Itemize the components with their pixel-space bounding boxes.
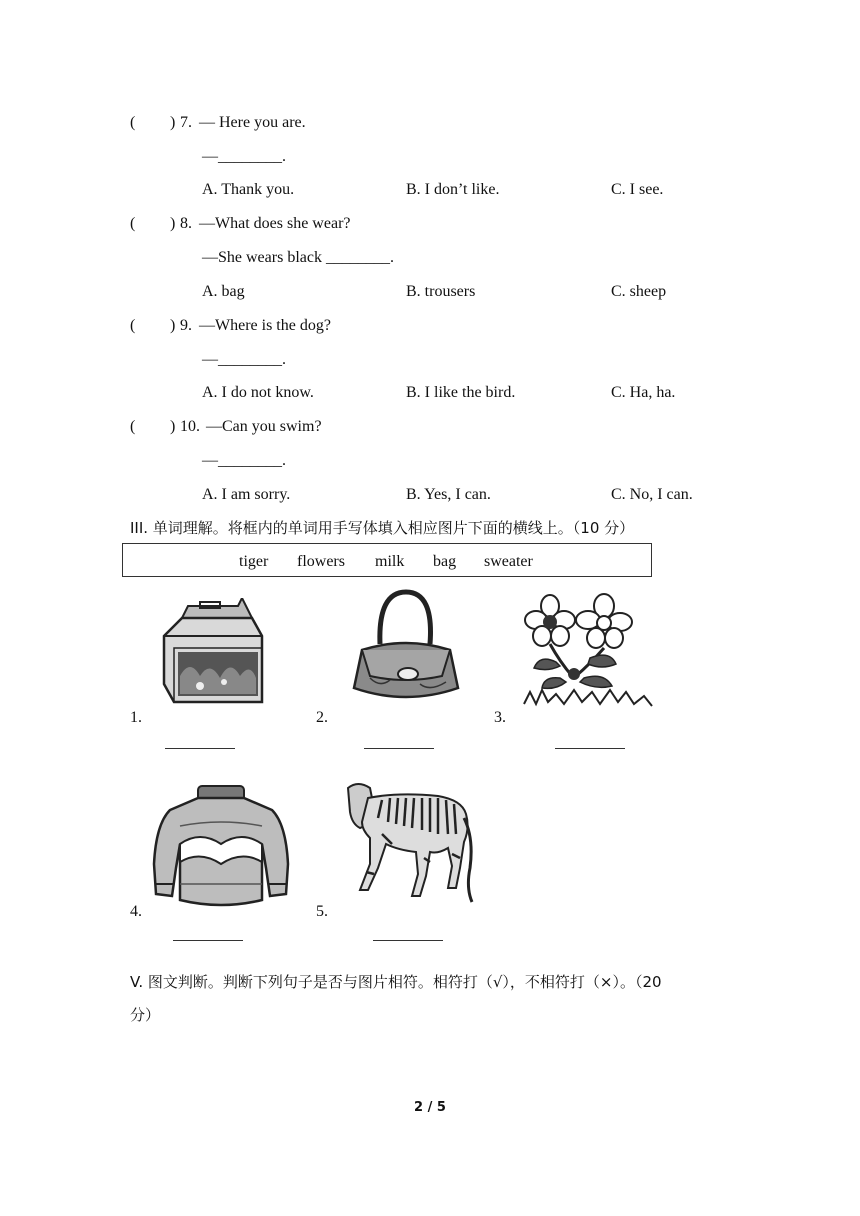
answer-paren-close: ): [170, 215, 176, 232]
option-b: B. I like the bird.: [406, 384, 516, 401]
picture-label-5: 5.: [316, 903, 328, 920]
question-prompt: —What does she wear?: [199, 215, 351, 232]
answer-blank-2[interactable]: [364, 748, 434, 749]
page-number: 2 / 5: [414, 1100, 446, 1115]
option-b: B. I don’t like.: [406, 181, 500, 198]
question-number: 10.: [180, 418, 200, 435]
option-c: C. I see.: [611, 181, 664, 198]
answer-paren-close: ): [170, 114, 176, 131]
option-c: C. sheep: [611, 283, 667, 300]
option-a: A. I do not know.: [202, 384, 314, 401]
answer-blank-3[interactable]: [555, 748, 625, 749]
option-a: A. I am sorry.: [202, 486, 291, 503]
question-number: 8.: [180, 215, 192, 232]
answer-blank-1[interactable]: [165, 748, 235, 749]
answer-blank-4[interactable]: [173, 940, 243, 941]
question-response: —________.: [202, 351, 286, 368]
question-prompt: —Can you swim?: [206, 418, 322, 435]
option-a: A. bag: [202, 283, 245, 300]
sweater-icon: [150, 784, 292, 910]
question-response: —________.: [202, 148, 286, 165]
section-5-heading-continued: 分）: [130, 1006, 161, 1024]
option-c: C. No, I can.: [611, 486, 693, 503]
option-b: B. Yes, I can.: [406, 486, 491, 503]
word-bank-item: bag: [433, 553, 457, 570]
flowers-icon: [520, 592, 656, 714]
handbag-icon: [350, 588, 460, 706]
answer-paren-open[interactable]: (: [130, 114, 136, 131]
picture-label-4: 4.: [130, 903, 142, 920]
tiger-icon: [338, 778, 478, 910]
picture-label-1: 1.: [130, 709, 142, 726]
answer-paren-close: ): [170, 317, 176, 334]
option-a: A. Thank you.: [202, 181, 295, 198]
question-number: 9.: [180, 317, 192, 334]
answer-paren-close: ): [170, 418, 176, 435]
question-number: 7.: [180, 114, 192, 131]
answer-blank-5[interactable]: [373, 940, 443, 941]
word-bank-item: milk: [375, 553, 405, 570]
question-prompt: — Here you are.: [199, 114, 306, 131]
section-3-heading: III. 单词理解。将框内的单词用手写体填入相应图片下面的横线上。（10 分）: [130, 519, 635, 537]
word-bank-item: flowers: [297, 553, 345, 570]
picture-label-2: 2.: [316, 709, 328, 726]
picture-label-3: 3.: [494, 709, 506, 726]
option-b: B. trousers: [406, 283, 476, 300]
section-5-heading: V. 图文判断。判断下列句子是否与图片相符。相符打（√），不相符打（×）。（20: [130, 973, 662, 991]
question-response: —She wears black ________.: [202, 249, 394, 266]
answer-paren-open[interactable]: (: [130, 317, 136, 334]
milk-carton-icon: [160, 598, 272, 708]
question-response: —________.: [202, 452, 286, 469]
word-bank-item: sweater: [484, 553, 533, 570]
answer-paren-open[interactable]: (: [130, 215, 136, 232]
option-c: C. Ha, ha.: [611, 384, 676, 401]
word-bank-item: tiger: [239, 553, 269, 570]
question-prompt: —Where is the dog?: [199, 317, 331, 334]
word-bank-box: [122, 543, 652, 577]
answer-paren-open[interactable]: (: [130, 418, 136, 435]
